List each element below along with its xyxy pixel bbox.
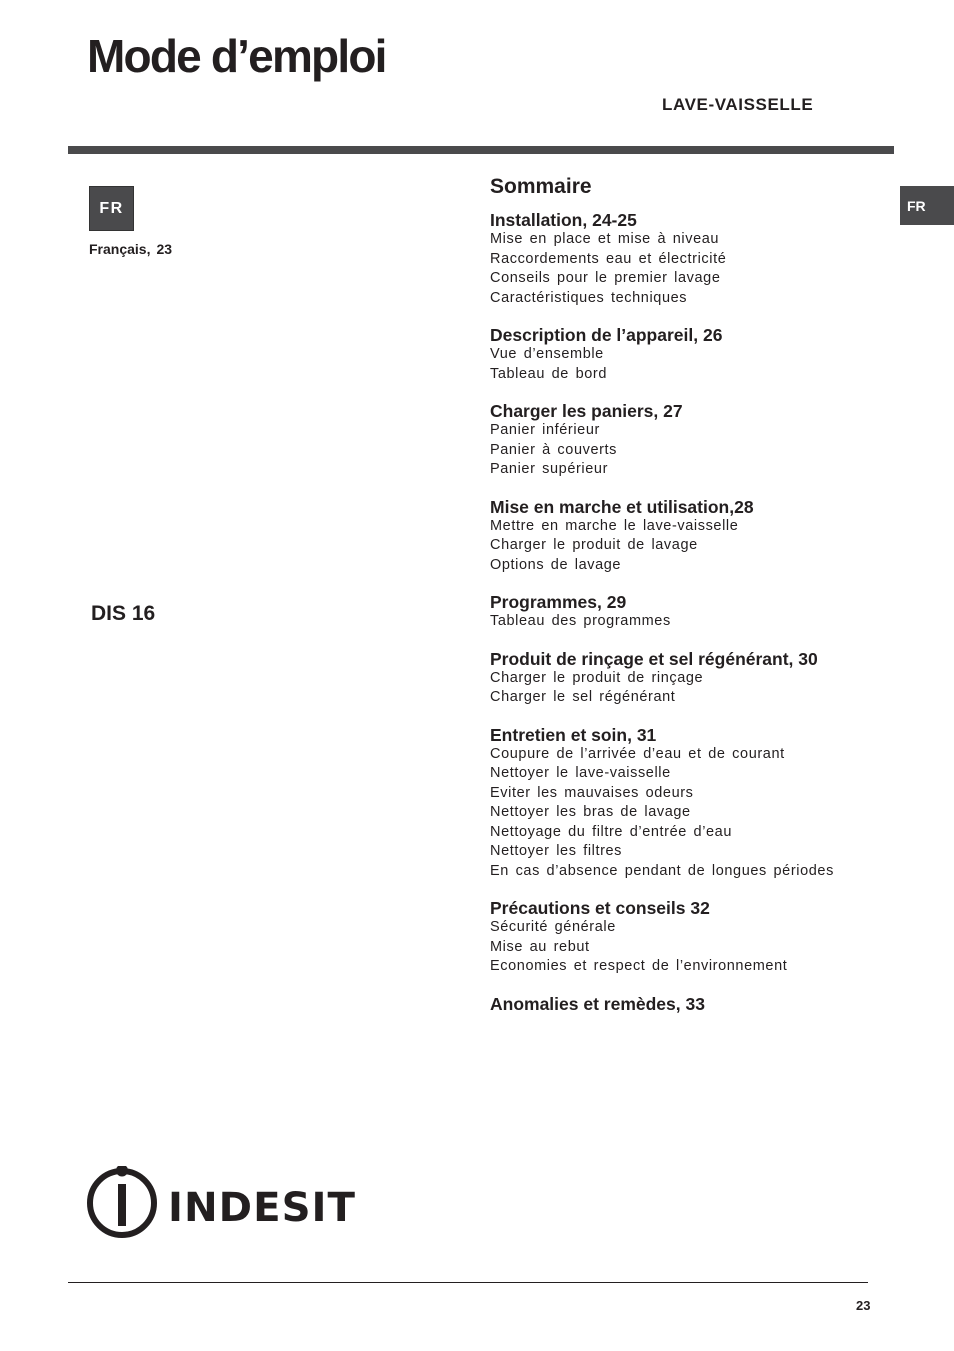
toc-subitem[interactable]: Sécurité générale	[490, 919, 616, 935]
toc-subitem[interactable]: Nettoyage du filtre d’entrée d’eau	[490, 823, 733, 840]
language-page: 23	[156, 241, 173, 257]
toc-subitem[interactable]: Nettoyer les bras de lavage	[490, 804, 691, 820]
language-name: Français,	[89, 241, 151, 257]
toc-subitem[interactable]: En cas d’absence pendant de longues périodes	[490, 862, 834, 879]
toc-subitem[interactable]: Panier supérieur	[490, 461, 608, 477]
header-rule	[68, 146, 894, 154]
toc-section-title[interactable]: Produit de rinçage et sel régénérant, 30	[490, 648, 818, 669]
toc-section-title[interactable]: Description de l’appareil, 26	[490, 325, 723, 345]
logo-dot	[116, 1166, 128, 1177]
toc-subitem[interactable]: Economies et respect de l’environnement	[490, 958, 788, 974]
logo-wordmark: INDESIT	[168, 1185, 356, 1231]
logo-i-stem	[118, 1184, 126, 1226]
table-of-contents	[490, 175, 890, 1031]
toc-subitem[interactable]: Tableau de bord	[490, 365, 607, 382]
toc-section	[490, 401, 890, 480]
toc-section	[490, 592, 890, 632]
page-number: 23	[856, 1298, 871, 1313]
product-type: LAVE-VAISSELLE	[662, 95, 814, 114]
toc-section-title[interactable]: Précautions et conseils 32	[490, 898, 710, 918]
toc-section-title[interactable]: Charger les paniers, 27	[490, 401, 683, 421]
language-entry[interactable]	[89, 241, 172, 257]
toc-section-title[interactable]: Mise en marche et utilisation,28	[490, 496, 754, 517]
language-side-tab[interactable]: FR	[900, 186, 954, 225]
toc-section	[490, 898, 890, 977]
toc-subitem[interactable]: Nettoyer les filtres	[490, 843, 623, 859]
toc-subitem[interactable]: Eviter les mauvaises odeurs	[490, 784, 694, 801]
toc-subitem[interactable]: Charger le sel régénérant	[490, 689, 676, 705]
toc-section	[490, 325, 890, 384]
toc-subitem[interactable]: Panier inférieur	[490, 422, 600, 438]
toc-subitem[interactable]: Raccordements eau et électricité	[490, 250, 727, 267]
toc-section	[490, 994, 890, 1014]
toc-section	[490, 649, 890, 708]
toc-subitem[interactable]: Panier à couverts	[490, 441, 618, 458]
footer-rule	[68, 1282, 868, 1283]
toc-subitem[interactable]: Mettre en marche le lave-vaisselle	[490, 517, 739, 534]
toc-subitem[interactable]: Conseils pour le premier lavage	[490, 270, 721, 286]
toc-subitem[interactable]: Charger le produit de lavage	[490, 537, 698, 553]
toc-subitem[interactable]: Mise en place et mise à niveau	[490, 231, 720, 247]
toc-subitem[interactable]: Tableau des programmes	[490, 613, 671, 629]
toc-subitem[interactable]: Options de lavage	[490, 556, 622, 573]
page-title: Mode d’emploi	[87, 30, 386, 82]
toc-section-title[interactable]: Anomalies et remèdes, 33	[490, 993, 705, 1014]
toc-subitem[interactable]: Vue d’ensemble	[490, 346, 604, 362]
indesit-logo	[86, 1166, 358, 1240]
toc-sections	[490, 210, 890, 1014]
model-name: DIS 16	[91, 602, 156, 625]
toc-section	[490, 210, 890, 308]
toc-subitem[interactable]: Caractéristiques techniques	[490, 289, 688, 306]
toc-subitem[interactable]: Charger le produit de rinçage	[490, 669, 704, 686]
toc-section	[490, 725, 890, 882]
toc-section-title[interactable]: Entretien et soin, 31	[490, 724, 657, 745]
toc-section-title[interactable]: Installation, 24-25	[490, 210, 637, 230]
toc-subitem[interactable]: Mise au rebut	[490, 938, 590, 955]
toc-subitem[interactable]: Nettoyer le lave-vaisselle	[490, 765, 671, 781]
toc-heading: Sommaire	[490, 175, 592, 198]
toc-subitem[interactable]: Coupure de l’arrivée d’eau et de courant	[490, 745, 785, 762]
toc-section-title[interactable]: Programmes, 29	[490, 592, 627, 612]
language-badge[interactable]: FR	[89, 186, 134, 231]
toc-section	[490, 497, 890, 576]
